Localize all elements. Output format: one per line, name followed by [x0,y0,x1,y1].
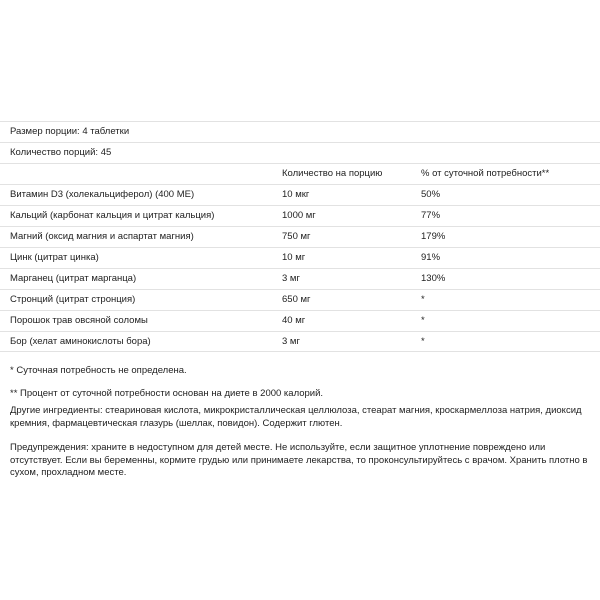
nutrient-name: Порошок трав овсяной соломы [10,315,148,326]
nutrient-name: Бор (хелат аминокислоты бора) [10,336,151,347]
warnings: Предупреждения: храните в недоступном для детей месте. Не используйте, если защитное уплотнение повреждено или отсутствует. Если вы беременны, кормите грудью или принимаете лекарства, то проконсультируйтесь с врачом. Хранить плотно в сухом, прохладном месте. [10,442,588,478]
nutrient-amount: 650 мг [282,294,311,305]
nutrient-name: Магний (оксид магния и аспартат магния) [10,231,194,242]
header-daily-value: % от суточной потребности** [421,168,550,179]
footnote-dv-not-established: * Суточная потребность не определена. [10,365,187,376]
nutrient-daily-value: 91% [421,252,441,263]
nutrient-name: Витамин D3 (холекальциферол) (400 МЕ) [10,189,195,200]
nutrient-amount: 1000 мг [282,210,316,221]
nutrient-daily-value: * [421,336,425,347]
servings-count: Количество порций: 45 [10,147,112,158]
footnote-dv-basis: ** Процент от суточной потребности основан на диете в 2000 калорий. [10,388,324,399]
nutrient-name: Стронций (цитрат стронция) [10,294,136,305]
nutrient-amount: 750 мг [282,231,311,242]
table-row [0,247,600,268]
nutrient-daily-value: 50% [421,189,441,200]
nutrient-daily-value: * [421,294,425,305]
table-row [0,205,600,226]
nutrient-daily-value: 130% [421,273,446,284]
nutrient-daily-value: 77% [421,210,441,221]
nutrient-amount: 10 мг [282,252,306,263]
table-row [0,310,600,331]
nutrient-daily-value: * [421,315,425,326]
nutrient-name: Цинк (цитрат цинка) [10,252,99,263]
nutrient-amount: 10 мкг [282,189,310,200]
serving-size-row [0,121,600,142]
nutrient-amount: 40 мг [282,315,306,326]
nutrient-amount: 3 мг [282,336,300,347]
nutrient-name: Марганец (цитрат марганца) [10,273,137,284]
serving-size: Размер порции: 4 таблетки [10,126,130,137]
servings-count-row [0,142,600,163]
nutrient-daily-value: 179% [421,231,446,242]
table-row [0,226,600,247]
header-amount: Количество на порцию [282,168,383,179]
table-row [0,268,600,289]
table-header-row [0,163,600,184]
other-ingredients: Другие ингредиенты: стеариновая кислота, микрокристаллическая целлюлоза, стеарат магния, кроскармеллоза натрия, диоксид кремния, фармацевтическая глазурь (шеллак, повидон). Содержит глютен. [10,405,582,429]
table-row [0,184,600,205]
table-row [0,331,600,352]
nutrient-name: Кальций (карбонат кальция и цитрат кальция) [10,210,215,221]
supplement-facts-panel [0,121,600,352]
nutrient-amount: 3 мг [282,273,300,284]
table-row [0,289,600,310]
